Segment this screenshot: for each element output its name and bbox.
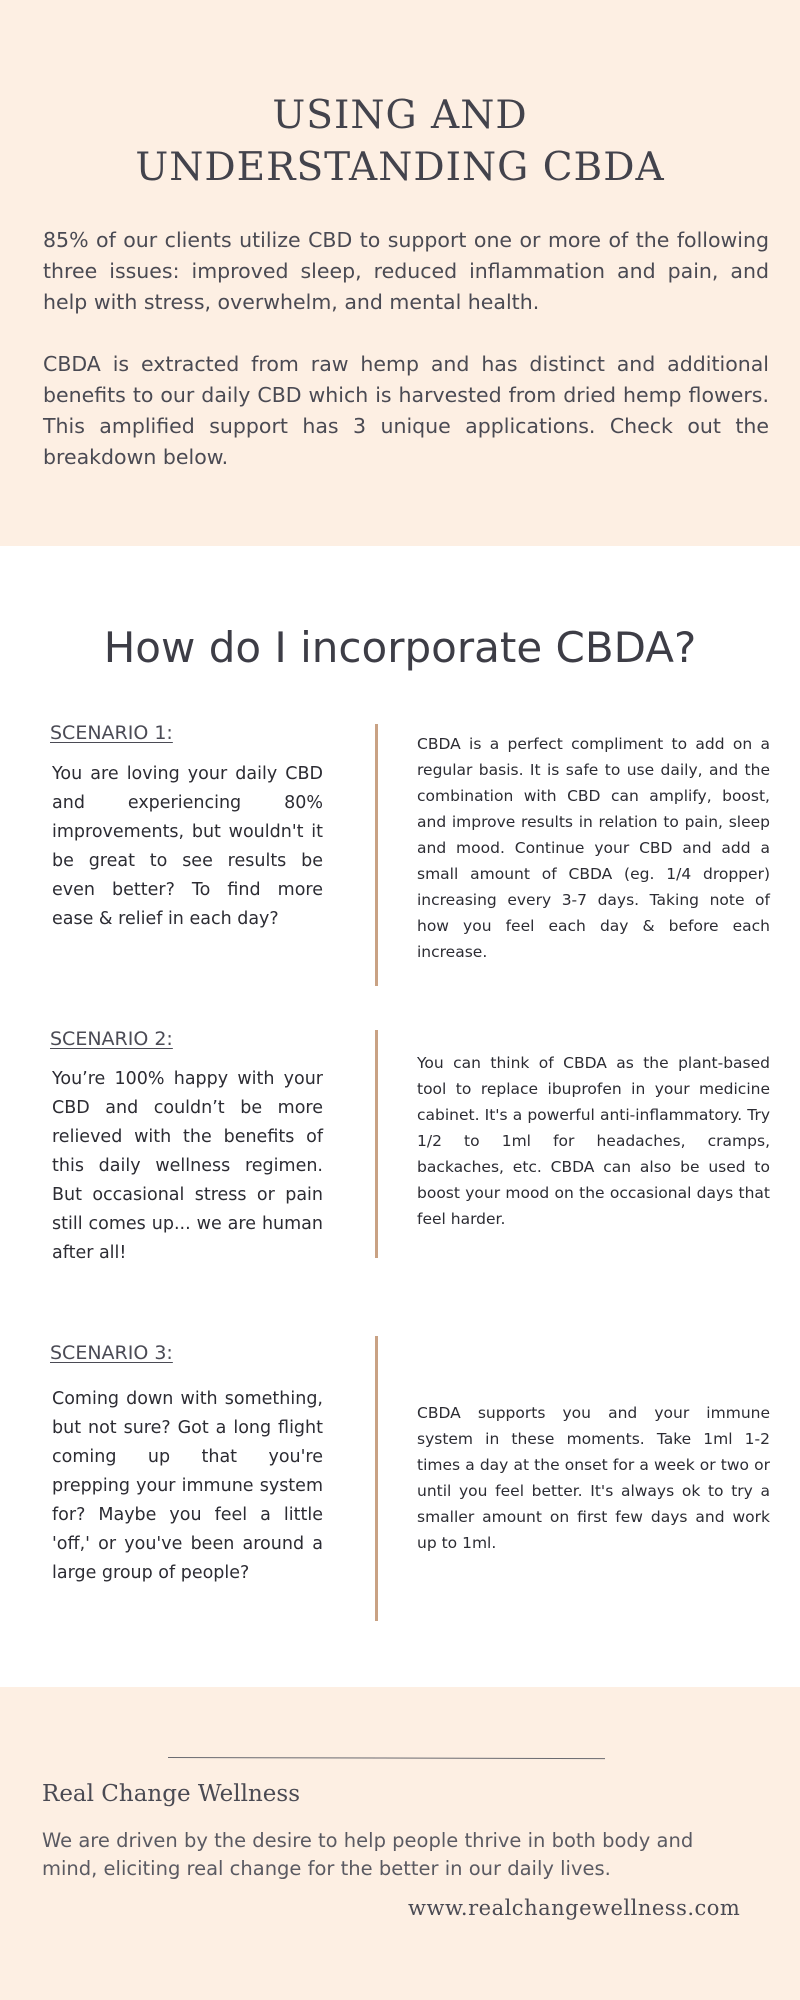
scenario-3-answer: CBDA supports you and your immune system in these moments. Take 1ml 1-2 times a day at the onset for a week or two or until you feel better. It's always ok to try a smaller amount on first few days and work up to 1ml.	[417, 1404, 770, 1552]
scenario-3-question: Coming down with something, but not sure? Got a long flight coming up that you're prepping your immune system for? Maybe you feel a little 'off,' or you've been around a large group of people?	[52, 1389, 323, 1583]
brand-name: Real Change Wellness	[42, 1781, 301, 1807]
scenario-3-divider	[375, 1336, 378, 1621]
scenario-2-answer: You can think of CBDA as the plant-based tool to replace ibuprofen in your medicine cabinet. It's a powerful anti-inflammatory. Try 1/2 to 1ml for headaches, cramps, backaches, etc. CBDA can also be used to boost your mood on the occasional days that feel harder.	[417, 1054, 770, 1228]
scenario-2-question: You’re 100% happy with your CBD and couldn’t be more relieved with the benefits of this daily wellness regimen. But occasional stress or pain still comes up... we are human after all!	[52, 1069, 323, 1263]
scenario-1-answer: CBDA is a perfect compliment to add on a regular basis. It is safe to use daily, and the combination with CBD can amplify, boost, and improve results in relation to pain, sleep and mood. Continue your CBD and add a small amount of CBDA (eg. 1/4 dropper) increasing every 3-7 days. Taking note of how you feel each day & before each increase.	[417, 735, 770, 961]
page-title-line-2: UNDERSTANDING CBDA	[135, 145, 665, 190]
page-title	[100, 90, 700, 194]
scenario-2-label: SCENARIO 2:	[50, 1028, 173, 1050]
scenario-2-divider	[375, 1030, 378, 1258]
website-link[interactable]: www.realchangewellness.com	[408, 1896, 741, 1920]
intro-paragraph-2: CBDA is extracted from raw hemp and has distinct and additional benefits to our daily CBD which is harvested from dried hemp flowers. This amplified support has 3 unique applications. Check out the breakdown below.	[43, 352, 769, 469]
header-section	[0, 0, 800, 546]
footer-mission-text: We are driven by the desire to help people thrive in both body and mind, eliciting real change for the better in our daily lives.	[42, 1829, 694, 1880]
intro-paragraph-1: 85% of our clients utilize CBD to support one or more of the following three issues: improved sleep, reduced inflammation and pain, and help with stress, overwhelm, and mental health.	[43, 228, 769, 314]
footer-section	[0, 1687, 800, 2000]
scenario-1-label: SCENARIO 1:	[50, 722, 173, 744]
page-title-line-1: USING AND	[272, 93, 528, 138]
scenario-1-divider	[375, 724, 378, 986]
section-heading: How do I incorporate CBDA?	[103, 623, 697, 672]
scenario-1-question: You are loving your daily CBD and experiencing 80% improvements, but wouldn't it be great to see results be even better? To find more ease & relief in each day?	[52, 764, 323, 929]
footer-divider	[168, 1757, 605, 1759]
scenario-3-label: SCENARIO 3:	[50, 1342, 173, 1364]
